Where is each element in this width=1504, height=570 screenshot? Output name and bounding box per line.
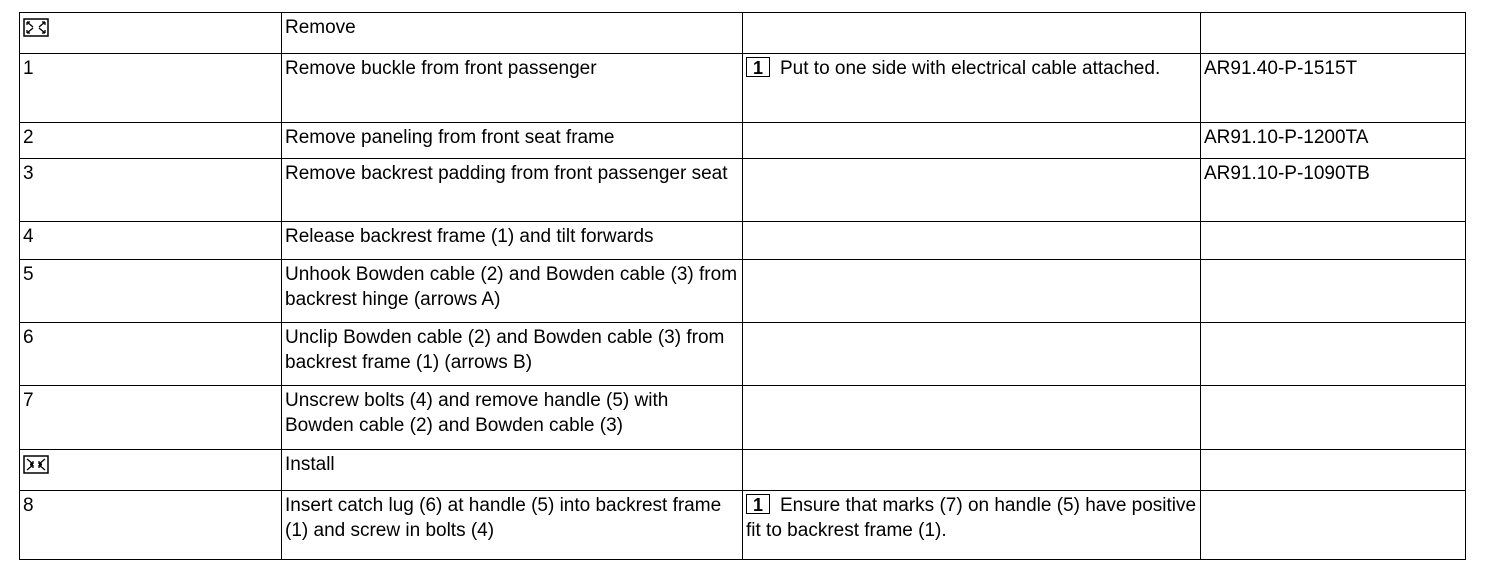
table-row (20, 260, 1466, 323)
reference-cell (1201, 13, 1466, 54)
step-cell: 6 (20, 323, 282, 386)
table-row (20, 123, 1466, 159)
reference-link[interactable]: AR91.40-P-1515T (1201, 54, 1466, 123)
table-row (20, 386, 1466, 450)
step-cell: 2 (20, 123, 282, 159)
table-row (20, 54, 1466, 123)
action-cell: Unscrew bolts (4) and remove handle (5) with Bowden cable (2) and Bowden cable (3) (282, 386, 743, 450)
reference-cell (1201, 491, 1466, 560)
note-cell (743, 123, 1201, 159)
action-cell: Remove paneling from front seat frame (282, 123, 743, 159)
remove-symbol-icon (23, 18, 49, 37)
step-cell: 4 (20, 222, 282, 260)
note-number-icon: 1 (746, 57, 770, 77)
action-cell: Release backrest frame (1) and tilt forwards (282, 222, 743, 260)
table-row (20, 450, 1466, 491)
action-cell: Remove backrest padding from front passenger seat (282, 159, 743, 222)
action-cell: Unhook Bowden cable (2) and Bowden cable (3) from backrest hinge (arrows A) (282, 260, 743, 323)
note-cell (743, 491, 1201, 560)
step-cell (20, 450, 282, 491)
reference-cell (1201, 450, 1466, 491)
action-cell: Remove buckle from front passenger (282, 54, 743, 123)
action-cell: Remove (282, 13, 743, 54)
note-cell (743, 13, 1201, 54)
note-number-icon: 1 (746, 494, 770, 514)
note-cell (743, 222, 1201, 260)
note-cell (743, 159, 1201, 222)
action-cell: Install (282, 450, 743, 491)
step-cell: 3 (20, 159, 282, 222)
step-cell: 5 (20, 260, 282, 323)
reference-cell (1201, 260, 1466, 323)
action-cell: Insert catch lug (6) at handle (5) into backrest frame (1) and screw in bolts (4) (282, 491, 743, 560)
step-cell: 8 (20, 491, 282, 560)
note-text: Put to one side with electrical cable attached. (780, 58, 1161, 79)
table-row (20, 222, 1466, 260)
note-cell (743, 260, 1201, 323)
reference-link[interactable]: AR91.10-P-1090TB (1201, 159, 1466, 222)
step-cell (20, 13, 282, 54)
note-cell (743, 386, 1201, 450)
note-cell (743, 323, 1201, 386)
install-symbol-icon (23, 455, 49, 474)
step-cell: 1 (20, 54, 282, 123)
note-cell (743, 54, 1201, 123)
table-row (20, 323, 1466, 386)
table-row (20, 159, 1466, 222)
reference-link[interactable]: AR91.10-P-1200TA (1201, 123, 1466, 159)
reference-cell (1201, 386, 1466, 450)
table-row (20, 13, 1466, 54)
note-cell (743, 450, 1201, 491)
procedure-table (19, 12, 1466, 560)
reference-cell (1201, 323, 1466, 386)
note-text: Ensure that marks (7) on handle (5) have positive fit to backrest frame (1). (746, 495, 1197, 541)
table-row (20, 491, 1466, 560)
action-cell: Unclip Bowden cable (2) and Bowden cable (3) from backrest frame (1) (arrows B) (282, 323, 743, 386)
reference-cell (1201, 222, 1466, 260)
step-cell: 7 (20, 386, 282, 450)
